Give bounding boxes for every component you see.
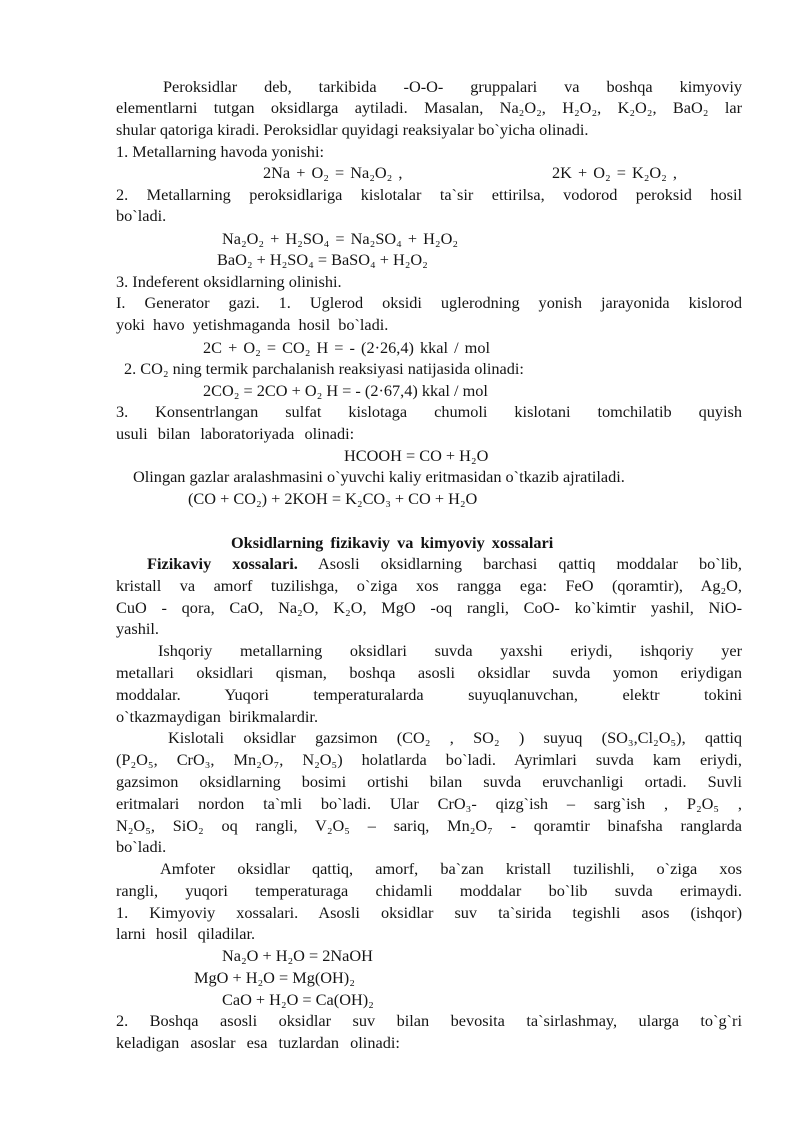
paragraph-line: yoki havo yetishmaganda hosil bo`ladi.	[116, 315, 389, 334]
paragraph-line: yashil.	[116, 619, 159, 638]
paragraph-line: Peroksidlar deb, tarkibida -O-O- gruppalari va boshqa kimyoviy	[163, 77, 742, 96]
paragraph-line: Olingan gazlar aralashmasini o`yuvchi kaliy eritmasidan o`tkazib ajratiladi.	[133, 467, 625, 486]
bold-term: Fizikaviy xossalari.	[147, 554, 298, 573]
paragraph-line: CuO - qora, CaO, Na₂O, K₂O, MgO -oq rangli, CoO- ko`kimtir yashil, NiO-	[116, 598, 742, 617]
paragraph-line: kristall va amorf tuzilishga, o`ziga xos rangga ega: FeO (qoramtir), Ag₂O,	[116, 576, 742, 595]
list-item: 3. Indeferent oksidlarning olinishi.	[116, 272, 342, 291]
paragraph-line: rangli, yuqori temperaturaga chidamli moddalar bo`lib suvda erimaydi.	[116, 881, 742, 900]
paragraph-line: gazsimon oksidlarning bosimi ortishi bilan suvda eruvchanligi ortadi. Suvli	[116, 772, 742, 791]
paragraph-line: larni hosil qiladilar.	[116, 924, 256, 943]
paragraph-line: elementlarni tutgan oksidlarga aytiladi. Masalan, Na₂O₂, H₂O₂, K₂O₂, BaO₂ lar	[116, 98, 742, 117]
paragraph-line: Kislotali oksidlar gazsimon (CO₂ , SO₂ ) suyuq (SO₃,Cl₂O₅), qattiq	[168, 728, 742, 747]
paragraph-line: bo`ladi.	[116, 837, 167, 856]
paragraph-text: Asosli oksidlarning barchasi qattiq moddalar bo`lib,	[297, 554, 742, 573]
paragraph-line: I. Generator gazi. 1. Uglerod oksidi uglerodning yonish jarayonida kislorod	[116, 293, 742, 312]
section-heading: Oksidlarning fizikaviy va kimyoviy xossalari	[231, 533, 554, 552]
equation: HCOOH = CO + H₂O	[344, 446, 489, 465]
equation: 2C + O₂ = CO₂ H = - (2·26,4) kkal / mol	[203, 338, 491, 357]
equation: Na₂O + H₂O = 2NaOH	[222, 946, 373, 965]
list-item: 2. CO₂ ning termik parchalanish reaksiyasi natijasida olinadi:	[124, 359, 524, 378]
equation: 2K + O₂ = K₂O₂ ,	[552, 163, 677, 182]
list-item: 2. Metallarning peroksidlariga kislotalar ta`sir ettirilsa, vodorod peroksid hosil	[116, 185, 742, 204]
equation: CaO + H₂O = Ca(OH)₂	[222, 990, 374, 1009]
paragraph-line: keladigan asoslar esa tuzlardan olinadi:	[116, 1033, 400, 1052]
paragraph-line: eritmalari nordon ta`mli bo`ladi. Ular CrO₃- qizg`ish – sarg`ish , P₂O₅ ,	[116, 794, 742, 813]
equation: BaO₂ + H₂SO₄ = BaSO₄ + H₂O₂	[217, 250, 428, 269]
paragraph-line: o`tkazmaydigan birikmalardir.	[116, 707, 319, 726]
equation: 2CO₂ = 2CO + O₂ H = - (2·67,4) kkal / mol	[203, 381, 488, 400]
list-item: 1. Metallarning havoda yonishi:	[116, 142, 324, 161]
equation: (CO + CO₂) + 2KOH = K₂CO₃ + CO + H₂O	[188, 489, 478, 508]
paragraph-line: Ishqoriy metallarning oksidlari suvda yaxshi eriydi, ishqoriy yer	[158, 641, 742, 660]
paragraph-line: (P₂O₅, CrO₃, Mn₂O₇, N₂O₅) holatlarda bo`ladi. Ayrimlari suvda kam eriydi,	[116, 750, 742, 769]
paragraph-line: bo`ladi.	[116, 206, 167, 225]
paragraph-line: moddalar. Yuqori temperaturalarda suyuqlanuvchan, elektr tokini	[116, 685, 742, 704]
paragraph-line: N₂O₅, SiO₂ oq rangli, V₂O₅ – sariq, Mn₂O₇ - qoramtir binafsha ranglarda	[116, 816, 742, 835]
paragraph-line: shular qatoriga kiradi. Peroksidlar quyidagi reaksiyalar bo`yicha olinadi.	[116, 120, 589, 139]
paragraph-line: Amfoter oksidlar qattiq, amorf, ba`zan kristall tuzilishli, o`ziga xos	[160, 859, 742, 878]
paragraph-line: usuli bilan laboratoriyada olinadi:	[116, 424, 355, 443]
list-item: 1. Kimyoviy xossalari. Asosli oksidlar suv ta`sirida tegishli asos (ishqor)	[116, 903, 742, 922]
list-item: 3. Konsentrlangan sulfat kislotaga chumoli kislotani tomchilatib quyish	[116, 402, 742, 421]
paragraph-line: metallari oksidlari qisman, boshqa asosli oksidlar suvda yomon eriydigan	[116, 663, 742, 682]
list-item: 2. Boshqa asosli oksidlar suv bilan bevosita ta`sirlashmay, ularga to`g`ri	[116, 1011, 742, 1030]
equation: Na₂O₂ + H₂SO₄ = Na₂SO₄ + H₂O₂	[222, 229, 459, 248]
equation: MgO + H₂O = Mg(OH)₂	[194, 968, 355, 987]
paragraph-line	[147, 553, 742, 574]
equation: 2Na + O₂ = Na₂O₂ ,	[263, 163, 403, 182]
